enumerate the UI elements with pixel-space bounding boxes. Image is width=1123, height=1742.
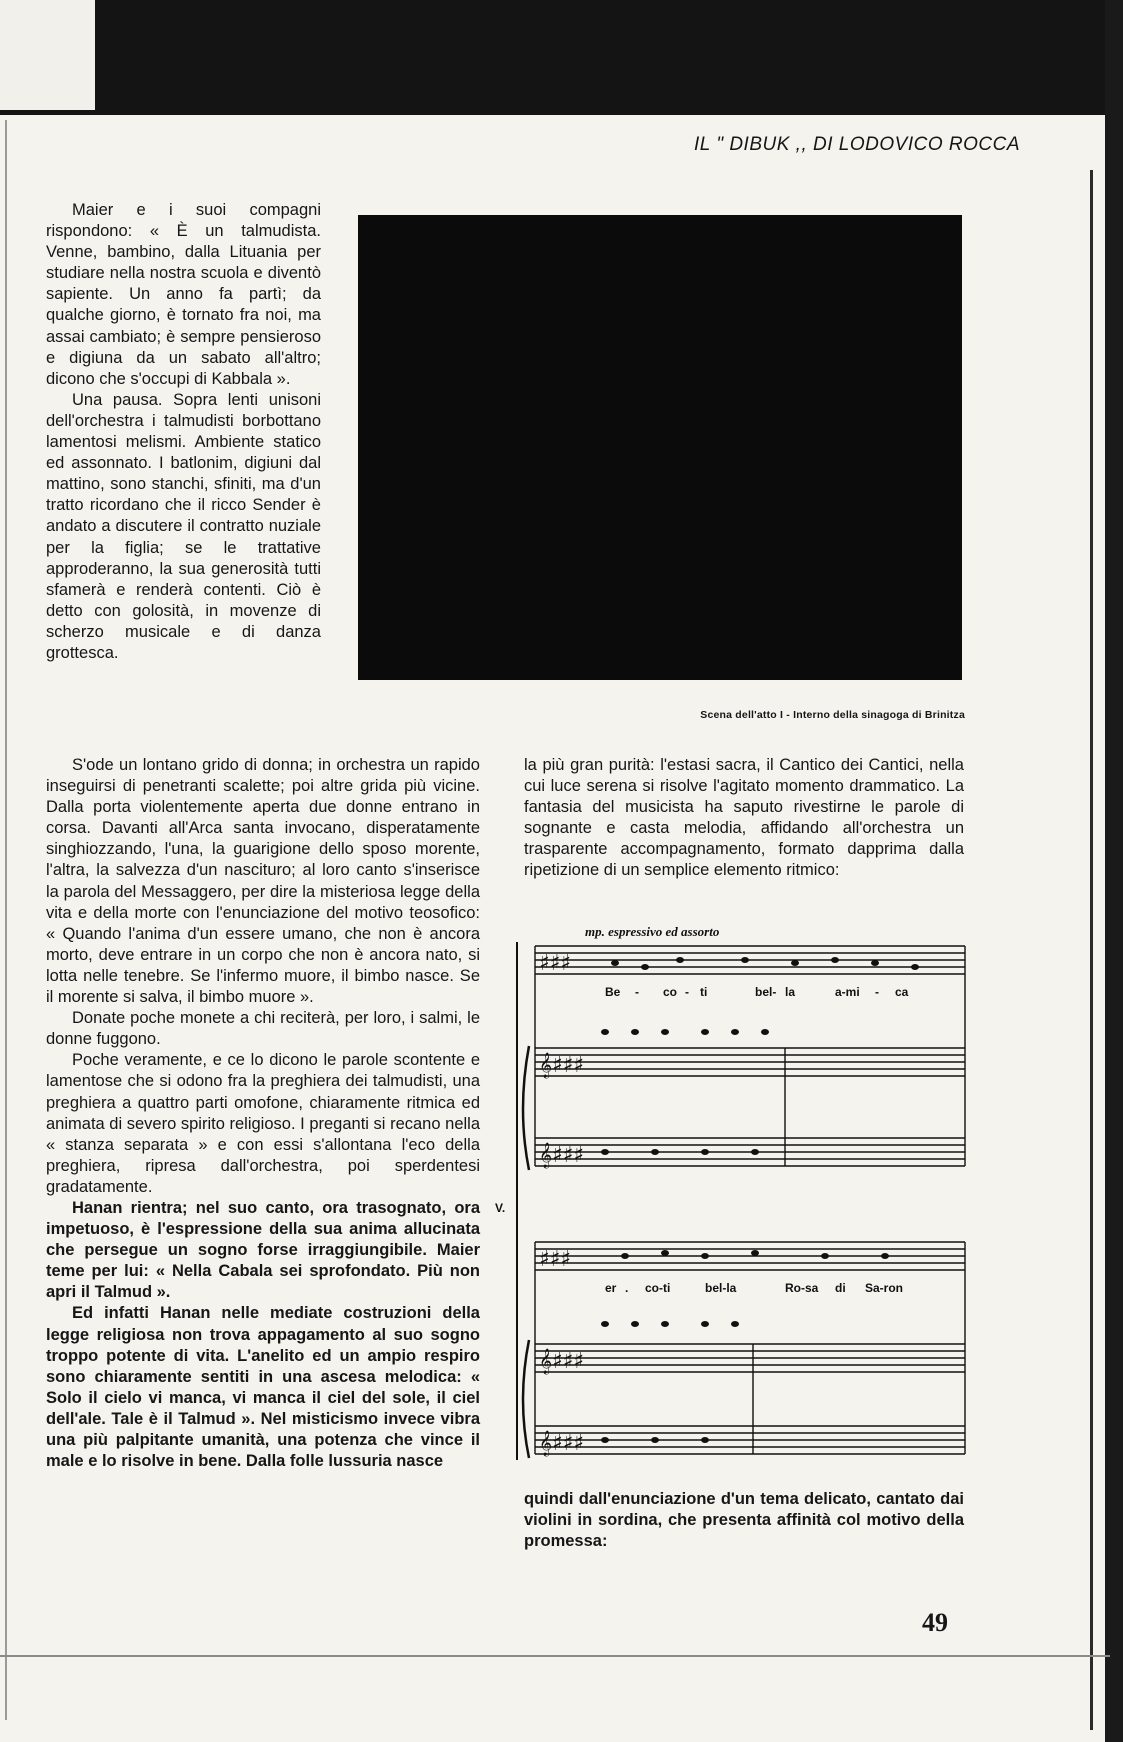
page-number: 49 [922,1608,948,1637]
scan-bottom-edge [0,1655,1110,1657]
staff-piano-2a [535,1344,965,1372]
lyric-syllable: Sa-ron [865,1281,904,1295]
text-column-right-top [524,755,964,882]
running-header: IL " DIBUK ,, DI LODOVICO ROCCA [694,134,1020,155]
key-signature: 𝄞♯♯♯ [539,1143,584,1168]
key-signature: ♯♯♯ [539,1247,571,1272]
music-score-excerpt [495,920,975,1480]
voice-label: V. [495,1201,506,1215]
scan-shadow-line [1090,170,1093,1730]
staff-piano-1a [535,1048,965,1076]
paragraph: Ed infatti Hanan nelle mediate costruzioni della legge religiosa non trova appagamento al suo sogno troppo potente di vita. L'anelito ed un ampio respiro sono chiaramente sentiti in una ascesa melodica: « Solo il cielo vi manca, vi manca il ciel del sole, il ciel dell'ale. Tale è il Talmud ». Nel misticismo invece vibra una più palpitante umanità, una potenza che vince il male e lo risolve in bene. Dalla folle lussuria nasce [46,1304,480,1471]
key-signature: 𝄞♯♯♯ [539,1431,584,1456]
paragraph: Poche veramente, e ce lo dicono le parole scontente e lamentose che si odono fra la preghiera dei talmudisti, una preghiera a quattro parti omofone, chiaramente ritmica ed animata di severo spirito religioso. I preganti si recano nella « stanza separata » e con essi s'allontana l'eco della preghiera, ripresa dall'orchestra, poi sperdentesi gradatamente. [46,1051,480,1196]
staff-voice-1 [535,946,965,974]
paragraph: quindi dall'enunciazione d'un tema delicato, cantato dai violini in sordina, che presenta affinità col motivo della promessa: [524,1490,964,1551]
lyric-syllable: . [625,1281,629,1295]
scan-dark-border-top [0,0,1123,115]
lyric-syllable: - [875,985,879,999]
lyric-syllable: bel-la [705,1281,737,1295]
expression-mark: mp. espressivo ed assorto [585,924,720,939]
lyric-syllable: er [605,1281,617,1295]
paragraph: la più gran purità: l'estasi sacra, il Cantico dei Cantici, nella cui luce serena si risolve l'agitato momento drammatico. La fantasia del musicista ha saputo rivestirne le parole di sognante e casta melodia, affidando all'orchestra un trasparente accompagnamento, formato dapprima dalla ripetizione di un semplice elemento ritmico: [524,756,964,880]
key-signature: 𝄞♯♯♯ [539,1349,584,1374]
staff-voice-2 [535,1242,965,1270]
lyric-syllable: - [685,985,689,999]
lyric-syllable: di [835,1281,846,1295]
text-column-right-bottom [524,1489,964,1552]
paragraph: Maier e i suoi compagni rispondono: « È un talmudista. Venne, bambino, dalla Lituania per studiare nella nostra scuola e diventò sapiente. Un anno fa partì; da qualche giorno, è tornato fra noi, ma assai cambiato; è sempre pensieroso e digiuna da un sabato all'altro; dicono che s'occupi di Kabbala ». [46,201,321,388]
scan-left-edge [5,120,7,1720]
key-signature: ♯♯♯ [539,951,571,976]
paragraph: Hanan rientra; nel suo canto, ora trasognato, ora impetuoso, è l'espressione della sua anima allucinata che persegue un sogno forse irraggiungibile. Maier teme per lui: « Nella Cabala sei sprofondato. Più non apri il Talmud ». [46,1198,480,1302]
lyric-syllable: bel- [755,985,777,999]
scan-page-corner [0,0,95,110]
paragraph: Donate poche monete a chi reciterà, per loro, i salmi, le donne fuggono. [46,1009,480,1049]
paragraph: Una pausa. Sopra lenti unisoni dell'orchestra i talmudisti borbottano lamentosi melismi. Ambiente statico ed assonnato. I batlonim, digiuni dal mattino, sono stanchi, sfiniti, ma d'un tratto ricordano che il ricco Sender è andato a discutere il contratto nuziale per la figlia; se le trattative approderanno, la sua generosità tutti sfamerà e renderà contenti. Ciò è detto con golosità, in movenze di scherzo musicale e di danza grottesca. [46,390,321,662]
scan-dark-border-right [1105,0,1123,1742]
lyric-syllable: - [635,985,639,999]
lyric-syllable: Ro-sa [785,1281,819,1295]
lyric-syllable: co-ti [645,1281,671,1295]
staff-piano-2b [535,1426,965,1454]
lyric-syllable: ti [700,985,708,999]
key-signature: 𝄞♯♯♯ [539,1053,584,1078]
paragraph: S'ode un lontano grido di donna; in orchestra un rapido inseguirsi di penetranti scalette; poi altre grida più vicine. Dalla porta violentemente aperta due donne entrano in corsa. Davanti all'Arca santa invocano, disperatamente singhiozzando, l'una, la guarigione dello sposo morente, l'altra, la salvezza d'un nascituro; al loro canto s'inserisce la parola del Messaggero, per dire la misteriosa legge della vita e della morte con l'enunciazione del motivo teosofico: « Quando l'anima d'un essere umano, che non è ancora morto, deve entrare in un corpo che non è ancora nato, si lotta nelle tenebre. Se l'infermo muore, il bimbo nasce. Se il morente si salva, il bimbo muore ». [46,756,480,1007]
lyric-syllable: ca [895,985,909,999]
lyric-syllable: la [785,985,796,999]
photo-caption: Scena dell'atto I - Interno della sinagoga di Brinitza [700,709,965,721]
lyric-syllable: Be [605,985,621,999]
scene-photograph [358,215,962,680]
lyric-syllable: a-mi [835,985,860,999]
lyric-syllable: co [663,985,678,999]
staff-piano-1b [535,1138,965,1166]
text-column-left-bottom [46,755,480,1472]
text-column-left-top [46,200,321,664]
